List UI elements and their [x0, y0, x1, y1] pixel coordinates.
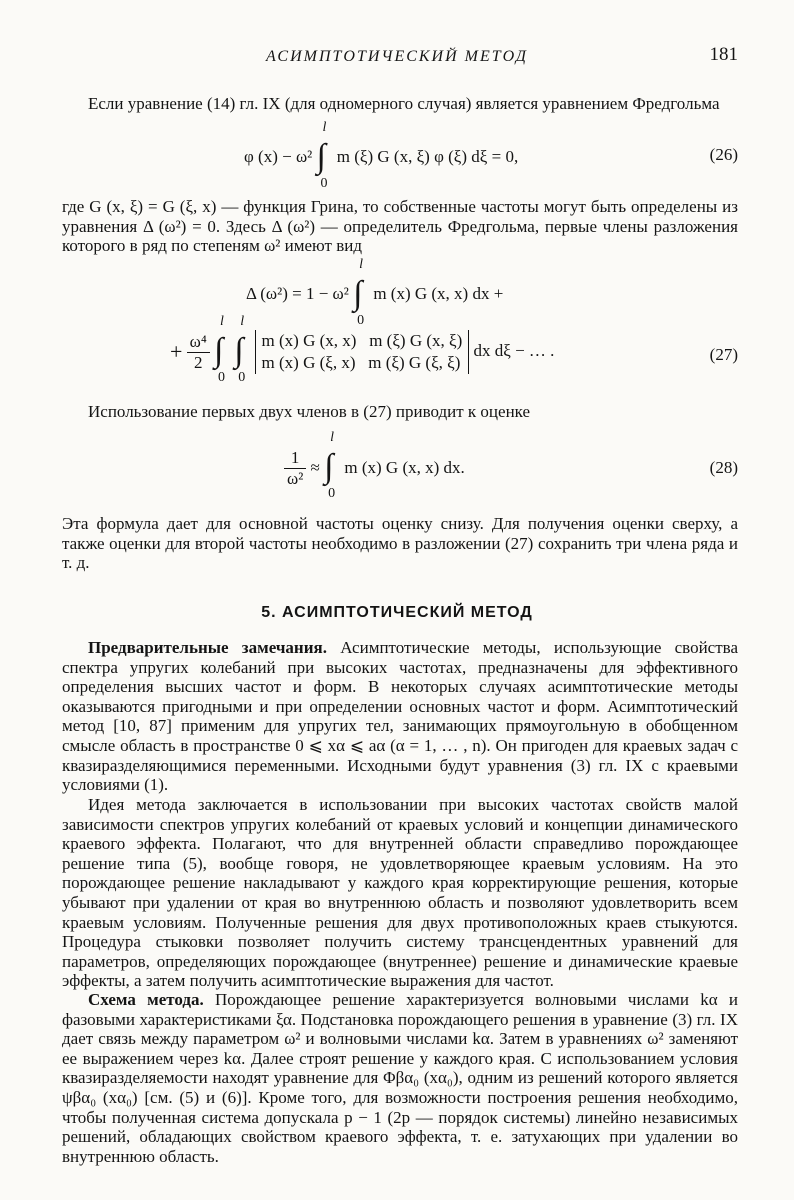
eq27a-right: m (x) G (x, x) dx +	[373, 283, 504, 303]
integral-lower-limit: 0	[238, 370, 246, 385]
paragraph-preliminary-remarks	[62, 638, 738, 795]
integral-sign: ∫ l 0	[234, 314, 246, 385]
fraction-denominator: ω²	[287, 468, 304, 488]
paragraph-green-function: где G (x, ξ) = G (ξ, x) — функция Грина, то собственные частоты могут быть определены из уравнения Δ (ω²) = 0. Здесь Δ (ω²) — определитель Фредгольма, первые члены разложения которого в ряд по степеням ω² имеют вид	[62, 197, 738, 256]
integral-lower-limit: 0	[320, 176, 328, 191]
integral-upper-limit: l	[322, 120, 327, 135]
integral-upper-limit: l	[220, 314, 224, 329]
run-in-heading: Предварительные замечания.	[88, 638, 327, 657]
running-title: АСИМПТОТИЧЕСКИЙ МЕТОД	[266, 48, 528, 65]
integral-sign: ∫ l 0	[324, 430, 336, 501]
equation-27-line-1	[246, 257, 504, 328]
fraction-numerator: 1	[284, 448, 306, 469]
paragraph-lower-bound: Эта формула дает для основной частоты оценку снизу. Для получения оценки сверху, а также оценки для второй частоты необходимо в разложении (27) сохранить три члена ряда и т. д.	[62, 514, 738, 573]
fraction-denominator: 2	[193, 352, 203, 372]
eq26-right: m (ξ) G (x, ξ) φ (ξ) dξ = 0,	[336, 146, 519, 166]
page-number: 181	[709, 44, 738, 65]
fraction-numerator: ω⁴	[187, 332, 210, 353]
integral-sign: ∫ l 0	[214, 314, 226, 385]
fraction	[187, 332, 210, 373]
integral-lower-limit: 0	[328, 486, 336, 501]
integral-upper-limit: l	[240, 314, 245, 329]
determinant	[255, 330, 470, 374]
paragraph-body: Порождающее решение характеризуется волновыми числами kα и фазовыми характеристиками ξα. Подстановка порождающего решения в уравнение (3) гл. IX дает связь между параметром ω² и волновыми числами kα. Затем в уравнениях ω² заменяют ее выражением через kα. Далее строят решение у каждого края. С использованием условия квазиразделяемости находят уравнение для Φβα₀ (xα₀), одним из решений которого является ψβα₀ (xα₀) [см. (5) и (6)]. Кроме того, для возможности построения решения необходимо, чтобы полученная система допускала p − 1 (2p — порядок системы) линейно независимых решений, обладающих свойством краевого эффекта, т. е. затухающих при удалении во внутреннюю область.	[62, 990, 739, 1166]
integral-sign: ∫ l 0	[316, 120, 328, 191]
paragraph-method-idea: Идея метода заключается в использовании при высоких частотах свойств малой зависимости спектров упругих колебаний от краевых условий и концепции динамического краевого эффекта. Полагают, что для внутренней области справедливо порождающее решение типа (5), вообще говоря, не удовлетворяющее краевым условиям. На это порождающее решение накладывают у каждого края корректирующие решения, которые убывают при удалении от края во внутреннюю область и позволяют удовлетворить всем краевым условиям. Полученные решения для двух противоположных краев стыкуются. Процедура стыковки позволяет получить систему трансцендентных уравнений для параметров, определяющих порождающее (внутреннее) решение и динамические краевые эффекты, а затем получить асимптотические выражения для частот.	[62, 795, 738, 991]
section-heading: 5. АСИМПТОТИЧЕСКИЙ МЕТОД	[261, 604, 533, 621]
equation-number-26: (26)	[709, 145, 738, 164]
equation-number-28: (28)	[709, 458, 738, 477]
integral-lower-limit: 0	[357, 313, 365, 328]
paragraph-body: Асимптотические методы, использующие свойства спектра упругих колебаний при высоких частотах, предназначены для эффективного определения высших частот и форм. В некоторых случаях асимптотические методы оказываются пригодными и при определении основных частот и форм. Асимптотический метод [10, 87] применим для упругих тел, занимающих прямоугольную в обобщенном смысле область в пространстве 0 ⩽ xα ⩽ aα (α = 1, … , n). Он пригоден для краевых задач с квазиразделяющимися переменными. Исходными будут уравнения (3) гл. IX с краевыми условиями (1).	[62, 638, 738, 795]
integral-upper-limit: l	[359, 257, 363, 272]
paragraph-estimate: Использование первых двух членов в (27) приводит к оценке	[88, 402, 531, 421]
eq27a-left: Δ (ω²) = 1 − ω²	[246, 283, 349, 303]
integral-sign: ∫ l 0	[353, 257, 365, 328]
run-in-heading: Схема метода.	[88, 990, 204, 1009]
eq27b-tail: dx dξ − … .	[473, 340, 555, 360]
equation-26	[244, 120, 519, 191]
eq26-left: φ (x) − ω²	[244, 146, 313, 166]
approx-sign: ≈	[310, 458, 320, 477]
eq28-right: m (x) G (x, x) dx.	[344, 458, 465, 477]
integral-lower-limit: 0	[218, 370, 226, 385]
determinant-row-2: m (x) G (ξ, x) m (ξ) G (ξ, ξ)	[261, 353, 461, 372]
equation-number-27: (27)	[709, 345, 738, 364]
determinant-row-1: m (x) G (x, x) m (ξ) G (x, ξ)	[261, 331, 463, 350]
equation-28	[284, 430, 465, 501]
fraction	[284, 448, 306, 489]
paragraph-intro: Если уравнение (14) гл. IX (для одномерного случая) является уравнением Фредгольма	[88, 94, 720, 113]
equation-27-line-2	[170, 314, 555, 385]
paragraph-method-scheme	[62, 990, 738, 1166]
eq27b-lead: +	[170, 339, 183, 364]
integral-upper-limit: l	[330, 430, 335, 445]
